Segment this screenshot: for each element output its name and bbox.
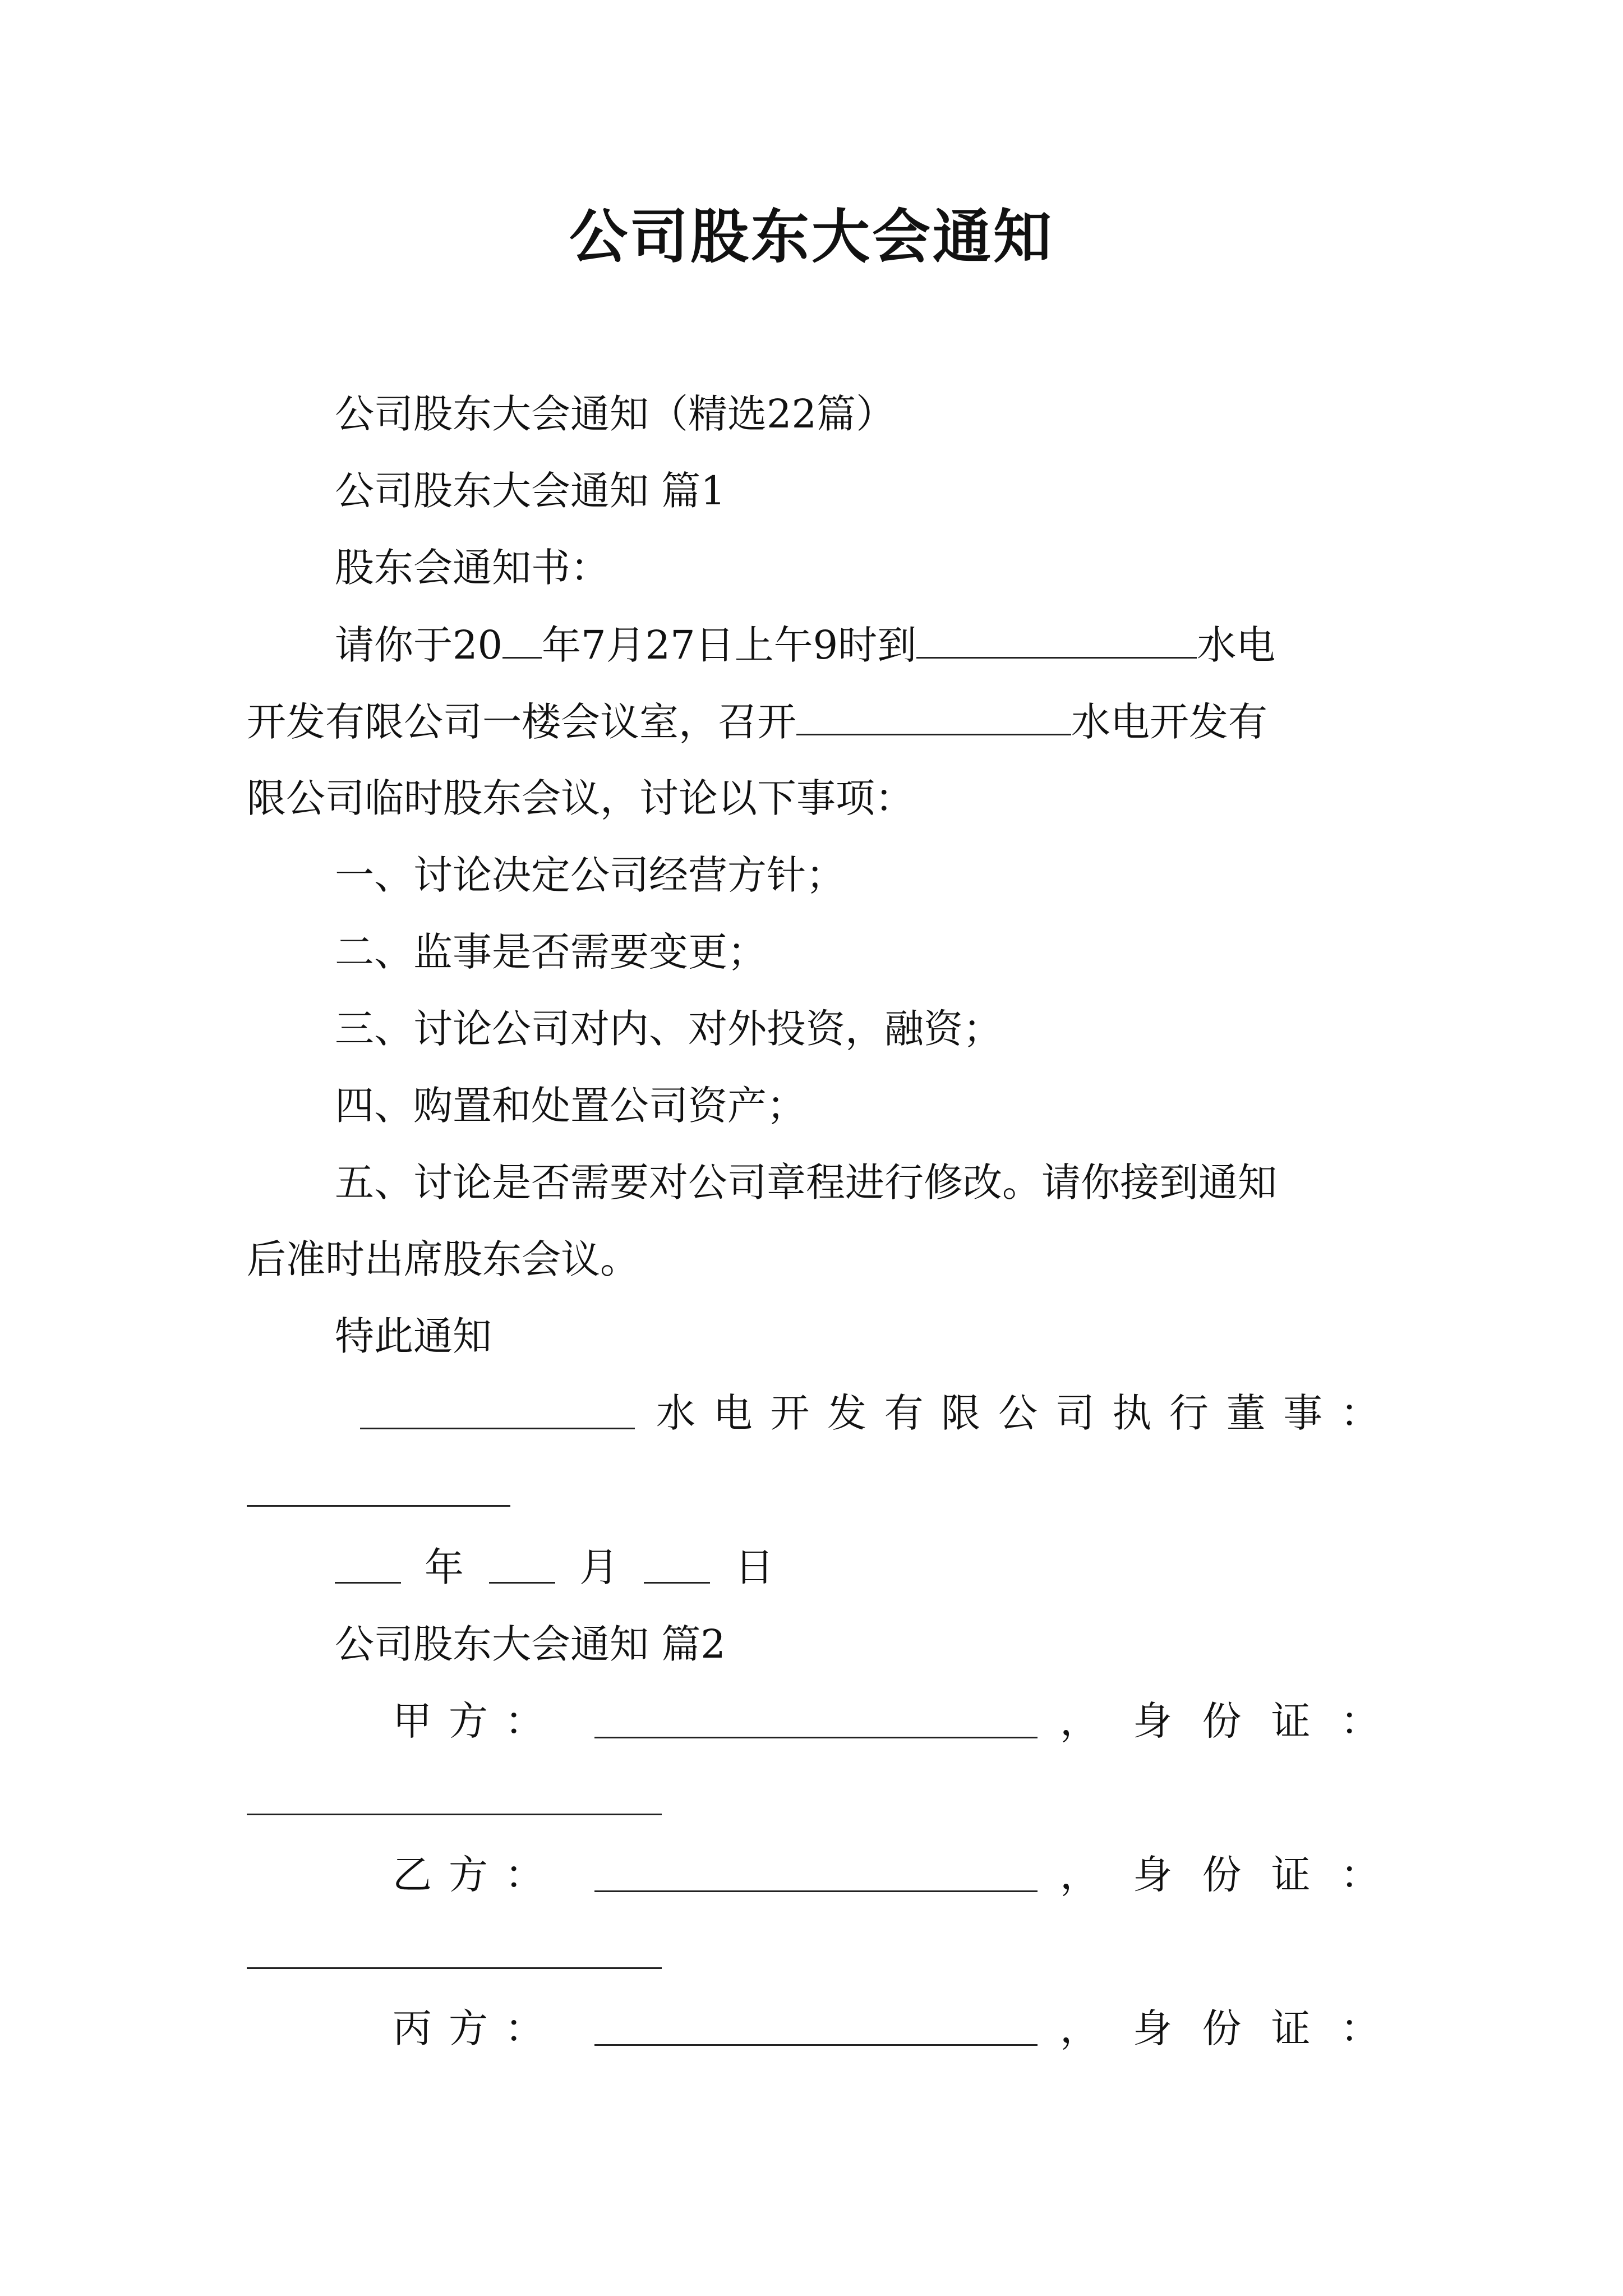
party-c-label bbox=[393, 2000, 544, 2056]
comma: ， bbox=[1060, 1698, 1099, 1744]
label-char: 方 bbox=[449, 1852, 488, 1898]
label-char: ： bbox=[1340, 1852, 1380, 1898]
party-a-id-label bbox=[1133, 1693, 1380, 1749]
label-char: ： bbox=[505, 1698, 544, 1744]
company-blank bbox=[796, 693, 1071, 735]
party-a-label bbox=[393, 1693, 544, 1749]
paragraph-line-3: 限公司临时股东会议，讨论以下事项： bbox=[247, 775, 914, 821]
paragraph-text: 请你于20 bbox=[335, 622, 503, 668]
label-char: ： bbox=[1340, 2005, 1380, 2051]
closing-text: 特此通知 bbox=[335, 1313, 492, 1359]
party-a-id-blank bbox=[247, 1814, 662, 1815]
party-a-name-blank bbox=[594, 1737, 1038, 1738]
label-char: 份 bbox=[1202, 2005, 1242, 2051]
signature-char: 限 bbox=[941, 1390, 981, 1436]
month-blank bbox=[489, 1582, 555, 1584]
label-char: 丙 bbox=[393, 2005, 432, 2051]
label-char: 方 bbox=[449, 2005, 488, 2051]
signature-char: 事 bbox=[1283, 1390, 1323, 1436]
agenda-item: 三、讨论公司对内、对外投资，融资； bbox=[335, 1006, 1002, 1052]
date-year-label: 年 bbox=[425, 1544, 464, 1590]
signature-char: 公 bbox=[998, 1390, 1038, 1436]
party-b-label bbox=[393, 1847, 544, 1903]
agenda-item: 一、讨论决定公司经营方针； bbox=[335, 852, 845, 898]
label-char: 份 bbox=[1202, 1698, 1242, 1744]
paragraph-line-2 bbox=[247, 693, 1267, 750]
signature-line bbox=[656, 1385, 1380, 1441]
paragraph-text: 水电开发有 bbox=[1071, 699, 1267, 745]
document-title: 公司股东大会通知 bbox=[569, 202, 1054, 271]
year-blank bbox=[335, 1582, 401, 1584]
signature-char: 行 bbox=[1169, 1390, 1209, 1436]
label-char: 身 bbox=[1133, 1698, 1172, 1744]
party-b-id-blank bbox=[247, 1967, 662, 1969]
signature-char: 发 bbox=[827, 1390, 866, 1436]
label-char: ： bbox=[1340, 1698, 1380, 1744]
part1-heading: 公司股东大会通知 篇1 bbox=[335, 468, 726, 514]
signature-char: ： bbox=[1340, 1390, 1380, 1436]
label-char: 甲 bbox=[393, 1698, 432, 1744]
paragraph-text: 开发有限公司一楼会议室，召开 bbox=[247, 699, 796, 745]
signature-char: 开 bbox=[770, 1390, 810, 1436]
label-char: ： bbox=[505, 2005, 544, 2051]
signature-director-blank bbox=[247, 1505, 510, 1507]
day-blank bbox=[644, 1582, 710, 1584]
agenda-item: 四、购置和处置公司资产； bbox=[335, 1083, 806, 1129]
document-subtitle: 公司股东大会通知（精选22篇） bbox=[335, 391, 896, 437]
signature-char: 董 bbox=[1226, 1390, 1266, 1436]
label-char: 方 bbox=[449, 1698, 488, 1744]
label-char: 证 bbox=[1271, 1852, 1311, 1898]
comma: ， bbox=[1060, 1852, 1099, 1898]
agenda-item-continuation: 后准时出席股东会议。 bbox=[247, 1236, 639, 1282]
signature-char: 司 bbox=[1055, 1390, 1095, 1436]
label-char: 证 bbox=[1271, 2005, 1311, 2051]
paragraph-text: 年7月27日上午9时到 bbox=[542, 622, 917, 668]
paragraph-line-1 bbox=[335, 616, 1275, 673]
party-b-name-blank bbox=[594, 1890, 1038, 1892]
company-blank bbox=[916, 616, 1197, 659]
label-char: 乙 bbox=[393, 1852, 432, 1898]
label-char: 身 bbox=[1133, 1852, 1172, 1898]
signature-company-blank bbox=[360, 1428, 635, 1429]
agenda-item: 二、监事是否需要变更； bbox=[335, 929, 767, 975]
party-b-id-label bbox=[1133, 1847, 1380, 1903]
date-day-label: 日 bbox=[735, 1544, 774, 1590]
year-blank bbox=[502, 616, 542, 659]
party-c-name-blank bbox=[594, 2044, 1038, 2046]
date-month-label: 月 bbox=[579, 1544, 619, 1590]
signature-char: 执 bbox=[1112, 1390, 1152, 1436]
label-char: ： bbox=[505, 1852, 544, 1898]
signature-char: 电 bbox=[713, 1390, 753, 1436]
signature-char: 水 bbox=[656, 1390, 695, 1436]
label-char: 身 bbox=[1133, 2005, 1172, 2051]
comma: ， bbox=[1060, 2005, 1099, 2051]
paragraph-text: 水电 bbox=[1197, 622, 1276, 668]
signature-char: 有 bbox=[884, 1390, 924, 1436]
party-c-id-label bbox=[1133, 2000, 1380, 2056]
label-char: 份 bbox=[1202, 1852, 1242, 1898]
label-char: 证 bbox=[1271, 1698, 1311, 1744]
agenda-item: 五、讨论是否需要对公司章程进行修改。请你接到通知 bbox=[335, 1159, 1277, 1205]
part2-heading: 公司股东大会通知 篇2 bbox=[335, 1621, 726, 1667]
salutation: 股东会通知书： bbox=[335, 545, 610, 591]
